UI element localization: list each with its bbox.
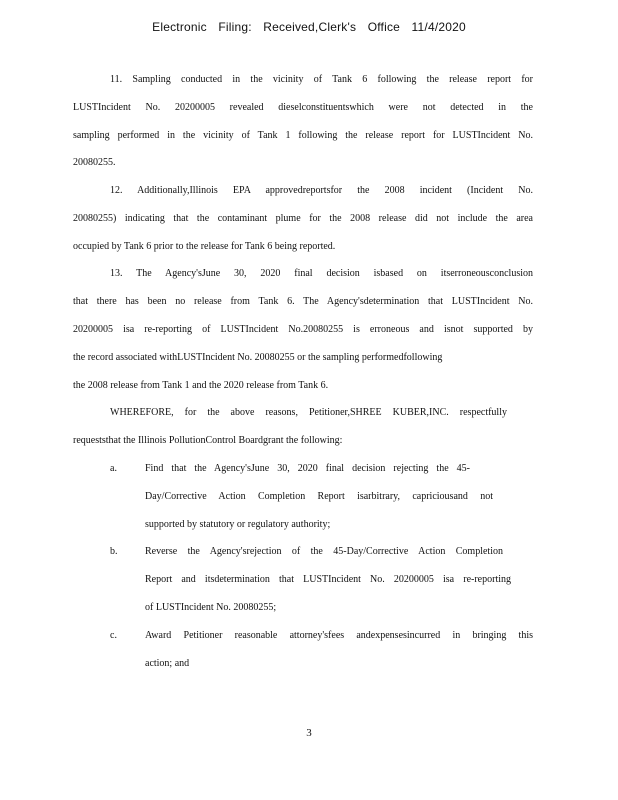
wherefore-line-1: WHEREFORE, for the above reasons, Petitioner,SHREE KUBER,INC. respectfully <box>110 407 507 418</box>
item-c-line-1: Award Petitioner reasonable attorney'sfees andexpensesincurred in bringing this <box>145 630 533 641</box>
page-number: 3 <box>306 727 312 739</box>
item-b-marker: b. <box>110 546 118 557</box>
item-a-line-2: Day/Corrective Action Completion Report isarbitrary, capriciousand not <box>145 491 493 502</box>
paragraph-12-line-1: 12. Additionally,Illinois EPA approvedreportsfor the 2008 incident (Incident No. <box>110 185 533 196</box>
item-b-line-2: Report and itsdetermination that LUSTIncident No. 20200005 isa re-reporting <box>145 574 511 585</box>
paragraph-13-line-5: the 2008 release from Tank 1 and the 2020 release from Tank 6. <box>73 380 329 391</box>
paragraph-11-line-3: sampling performed in the vicinity of Tank 1 following the release report for LUSTIncident No. <box>73 130 533 141</box>
paragraph-12-line-2: 20080255) indicating that the contaminant plume for the 2008 release did not include the area <box>73 213 533 224</box>
paragraph-13-line-4: the record associated withLUSTIncident No. 20080255 or the sampling performedfollowing <box>73 352 443 363</box>
item-a-line-3: supported by statutory or regulatory authority; <box>145 519 331 530</box>
paragraph-13-line-2: that there has been no release from Tank 6. The Agency'sdetermination that LUSTIncident No. <box>73 296 533 307</box>
paragraph-11-line-2: LUSTIncident No. 20200005 revealed dieselconstituentswhich were not detected in the <box>73 102 533 113</box>
item-a-line-1: Find that the Agency'sJune 30, 2020 final decision rejecting the 45- <box>145 463 470 474</box>
paragraph-13-line-1: 13. The Agency'sJune 30, 2020 final decision isbased on itserroneousconclusion <box>110 268 533 279</box>
paragraph-13-line-3: 20200005 isa re-reporting of LUSTIncident No.20080255 is erroneous and isnot supported by <box>73 324 533 335</box>
filing-header: Electronic Filing: Received,Clerk's Office 11/4/2020 <box>152 20 466 34</box>
item-b-line-1: Reverse the Agency'srejection of the 45-Day/Corrective Action Completion <box>145 546 503 557</box>
item-a-marker: a. <box>110 463 117 474</box>
item-c-marker: c. <box>110 630 117 641</box>
wherefore-line-2: requeststhat the Illinois PollutionControl Boardgrant the following: <box>73 435 343 446</box>
item-c-line-2: action; and <box>145 658 190 669</box>
paragraph-11-line-1: 11. Sampling conducted in the vicinity of Tank 6 following the release report for <box>110 74 533 85</box>
item-b-line-3: of LUSTIncident No. 20080255; <box>145 602 277 613</box>
paragraph-12-line-3: occupied by Tank 6 prior to the release for Tank 6 being reported. <box>73 241 336 252</box>
paragraph-11-line-4: 20080255. <box>73 157 116 168</box>
